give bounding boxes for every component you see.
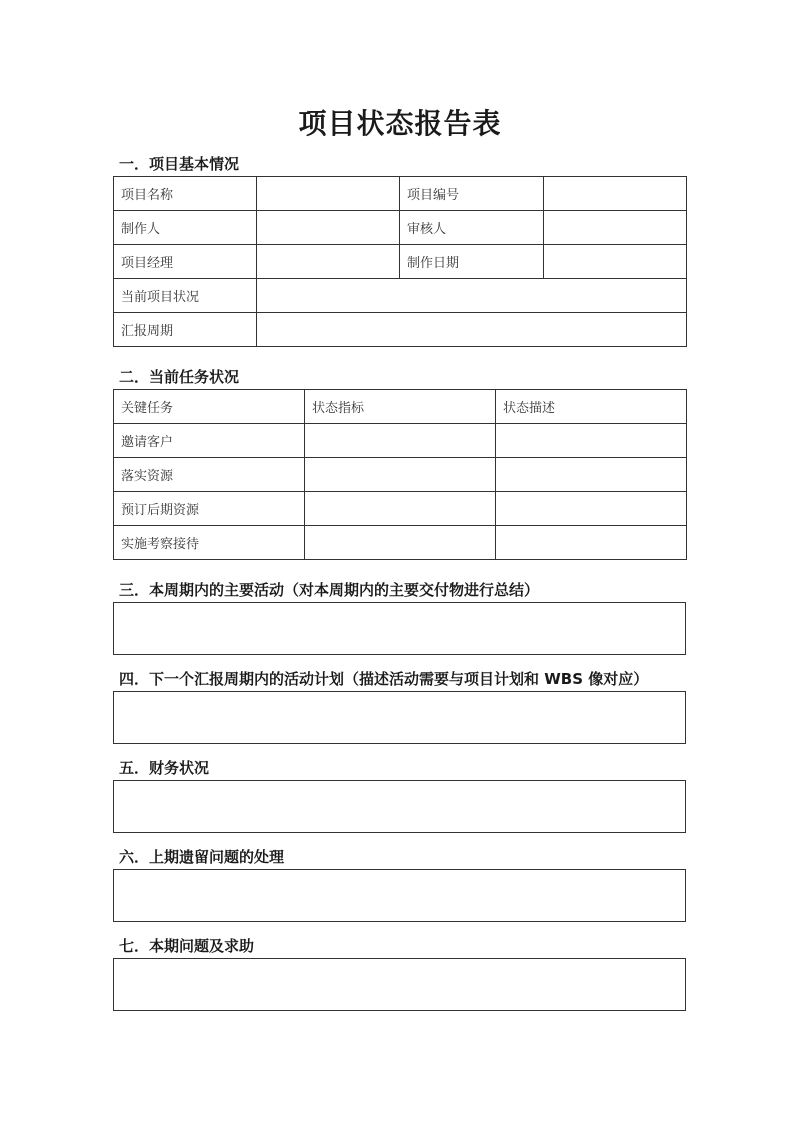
report-period-field[interactable]	[257, 313, 687, 347]
manager-field[interactable]	[257, 245, 400, 279]
table-row	[114, 424, 687, 458]
status-indicator-cell[interactable]	[305, 458, 496, 492]
status-indicator-cell[interactable]	[305, 492, 496, 526]
table-row	[114, 492, 687, 526]
page-title: 项目状态报告表	[298, 107, 502, 140]
task-name: 实施考察接待	[114, 526, 305, 560]
table-header-row	[114, 390, 687, 424]
issues-box[interactable]	[113, 958, 686, 1011]
section-basic-heading: 一．项目基本情况	[119, 155, 240, 173]
project-name-field[interactable]	[257, 177, 400, 211]
project-no-label: 项目编号	[400, 177, 544, 211]
table-row	[114, 526, 687, 560]
project-name-label: 项目名称	[114, 177, 257, 211]
finance-box[interactable]	[113, 780, 686, 833]
project-no-field[interactable]	[544, 177, 687, 211]
reviewer-field[interactable]	[544, 211, 687, 245]
task-name: 落实资源	[114, 458, 305, 492]
section-issues-heading: 七．本期问题及求助	[119, 937, 255, 955]
column-header: 关键任务	[114, 390, 305, 424]
status-description-cell[interactable]	[496, 492, 687, 526]
task-name: 邀请客户	[114, 424, 305, 458]
plan-box[interactable]	[113, 691, 686, 744]
section-activities-heading: 三．本周期内的主要活动（对本周期内的主要交付物进行总结）	[119, 581, 540, 599]
current-status-label: 当前项目状况	[114, 279, 257, 313]
creator-field[interactable]	[257, 211, 400, 245]
status-description-cell[interactable]	[496, 424, 687, 458]
creator-label: 制作人	[114, 211, 257, 245]
legacy-issues-box[interactable]	[113, 869, 686, 922]
status-indicator-cell[interactable]	[305, 526, 496, 560]
report-period-label: 汇报周期	[114, 313, 257, 347]
status-description-cell[interactable]	[496, 458, 687, 492]
current-status-field[interactable]	[257, 279, 687, 313]
section-finance-heading: 五．财务状况	[119, 759, 210, 777]
section-plan-heading: 四．下一个汇报周期内的活动计划（描述活动需要与项目计划和 WBS 像对应）	[119, 670, 649, 688]
activities-box[interactable]	[113, 602, 686, 655]
tasks-table	[113, 389, 687, 560]
created-date-field[interactable]	[544, 245, 687, 279]
column-header: 状态描述	[496, 390, 687, 424]
created-date-label: 制作日期	[400, 245, 544, 279]
manager-label: 项目经理	[114, 245, 257, 279]
section-legacy-heading: 六．上期遗留问题的处理	[119, 848, 285, 866]
basic-info-table	[113, 176, 687, 347]
status-description-cell[interactable]	[496, 526, 687, 560]
status-indicator-cell[interactable]	[305, 424, 496, 458]
task-name: 预订后期资源	[114, 492, 305, 526]
section-tasks-heading: 二．当前任务状况	[119, 368, 240, 386]
column-header: 状态指标	[305, 390, 496, 424]
table-row	[114, 458, 687, 492]
reviewer-label: 审核人	[400, 211, 544, 245]
